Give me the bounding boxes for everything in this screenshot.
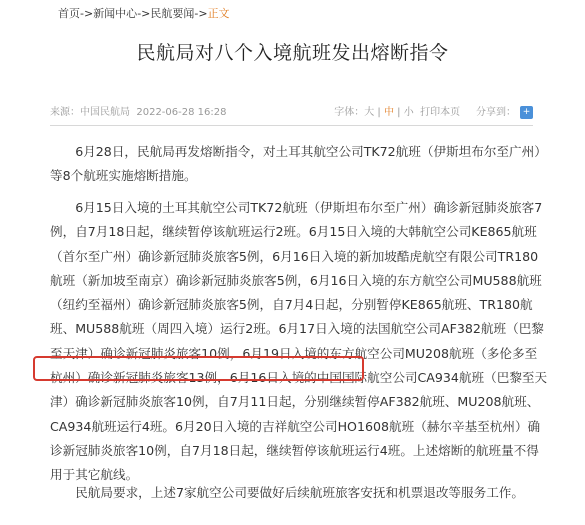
tool-divider: | bbox=[397, 107, 401, 118]
article-paragraph: 6月15日入境的土耳其航空公司TK72航班（伊斯坦布尔至广州）确诊新冠肺炎旅客7例，自7月18日起，继续暂停该航班运行2班。6月15日入境的大韩航空公司KE865航班（首尔至广州）确诊新冠肺炎旅客5例，6月16日入境的新加坡酷虎航空有限公司TR180航班（新加坡至南京）确诊新冠肺炎旅客5例，6月16日入境的东方航空公司MU588航班（纽约至福州）确诊新冠肺炎旅客5例，自7月4日起，分别暂停KE865航班、TR180航班、MU588航班（周四入境）运行2班。6月17日入境的法国航空公司AF382航班（巴黎至天津）确诊新冠肺炎旅客10例，6月19日入境的东方航空公司MU208航班（多伦多至杭州）确诊新冠肺炎旅客13例，6月16日入境的中国国际航空公司CA934航班（巴黎至天津）确诊新冠肺炎旅客10例，自7月11日起，分别继续暂停AF382航班、MU208航班、CA934航班运行4班。6月20日入境的吉祥航空公司HO1608航班（赫尔辛基至杭州）确诊新冠肺炎旅客10例，自7月18日起，继续暂停该航班运行4班。上述熔断的航班量不得用于其它航线。 bbox=[50, 200, 548, 483]
breadcrumb-separator: -> bbox=[80, 7, 94, 20]
print-button[interactable]: 打印本页 bbox=[420, 107, 461, 118]
font-medium-button[interactable]: 中 bbox=[383, 107, 394, 118]
share-plus-icon[interactable]: + bbox=[520, 106, 533, 119]
article-source-date bbox=[50, 103, 226, 118]
article-meta bbox=[50, 103, 533, 119]
article-paragraph: 民航局要求，上述7家航空公司要做好后续航班旅客安抚和机票退改等服务工作。 bbox=[75, 485, 524, 500]
breadcrumb-civil-aviation-news-link[interactable]: 民航要闻 bbox=[150, 7, 195, 20]
article-date: 2022-06-28 16:28 bbox=[136, 107, 227, 118]
breadcrumb-news-center-link[interactable]: 新闻中心 bbox=[93, 7, 138, 20]
font-small-button[interactable]: 小 bbox=[403, 107, 414, 118]
font-size-label: 字体： bbox=[334, 107, 365, 118]
meta-divider bbox=[50, 125, 533, 126]
breadcrumb-separator: -> bbox=[137, 7, 151, 20]
breadcrumb-home-link[interactable]: 首页 bbox=[58, 7, 80, 20]
tool-divider: | bbox=[377, 107, 381, 118]
highlight-annotation-box bbox=[33, 356, 364, 381]
article-tools bbox=[334, 103, 533, 119]
article-paragraph: 6月28日，民航局再发熔断指令，对土耳其航空公司TK72航班（伊斯坦布尔至广州）等8个航班实施熔断措施。 bbox=[50, 144, 547, 184]
font-large-button[interactable]: 大 bbox=[364, 107, 375, 118]
breadcrumb-separator: -> bbox=[194, 7, 208, 20]
breadcrumb-current: 正文 bbox=[207, 7, 230, 20]
share-label: 分享到： bbox=[476, 107, 516, 118]
article-source: 来源：中国民航局 bbox=[50, 107, 130, 118]
article-title: 民航局对八个入境航班发出熔断指令 bbox=[136, 42, 449, 64]
breadcrumb bbox=[58, 5, 230, 21]
